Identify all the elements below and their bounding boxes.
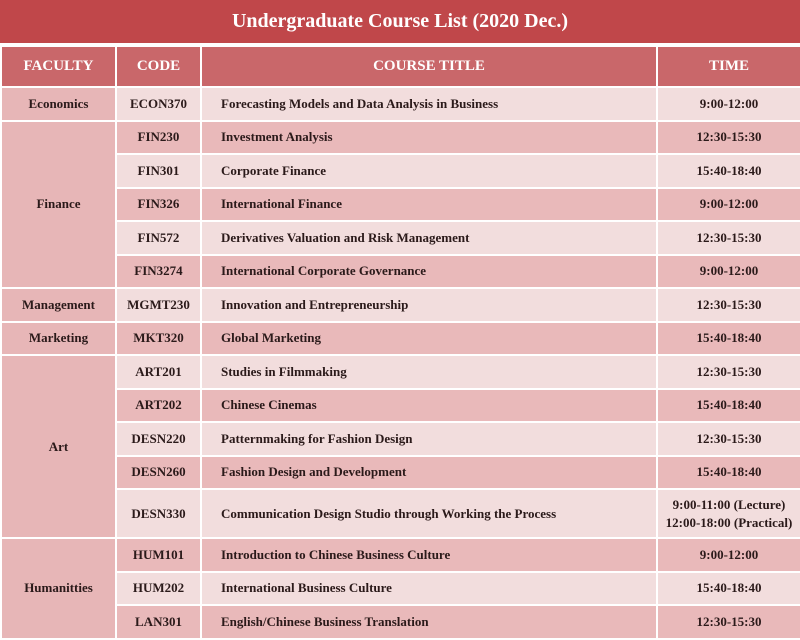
faculty-finance: Finance (1, 121, 116, 289)
course-time: 15:40-18:40 (657, 572, 800, 606)
table-row (1, 489, 800, 538)
course-code: FIN301 (116, 154, 201, 188)
table-row (1, 87, 800, 121)
course-title: Patternmaking for Fashion Design (201, 422, 657, 456)
course-code: ECON370 (116, 87, 201, 121)
table-row (1, 322, 800, 356)
course-title: International Finance (201, 188, 657, 222)
course-code: HUM202 (116, 572, 201, 606)
course-title: English/Chinese Business Translation (201, 605, 657, 639)
course-time: 12:30-15:30 (657, 121, 800, 155)
course-time: 9:00-12:00 (657, 188, 800, 222)
table-row (1, 221, 800, 255)
course-time: 12:30-15:30 (657, 355, 800, 389)
course-title: Global Marketing (201, 322, 657, 356)
header-code: CODE (116, 46, 201, 87)
table-row (1, 255, 800, 289)
header-faculty: FACULTY (1, 46, 116, 87)
table-row (1, 121, 800, 155)
course-time: 9:00-12:00 (657, 255, 800, 289)
table-row (1, 154, 800, 188)
table-row (1, 188, 800, 222)
table-row (1, 389, 800, 423)
course-title: Introduction to Chinese Business Culture (201, 538, 657, 572)
course-title: Chinese Cinemas (201, 389, 657, 423)
course-code: MGMT230 (116, 288, 201, 322)
header-course-title: COURSE TITLE (201, 46, 657, 87)
course-code: HUM101 (116, 538, 201, 572)
course-title: Studies in Filmmaking (201, 355, 657, 389)
course-code: ART201 (116, 355, 201, 389)
course-time: 15:40-18:40 (657, 154, 800, 188)
header-time: TIME (657, 46, 800, 87)
table-row (1, 538, 800, 572)
course-title: Fashion Design and Development (201, 456, 657, 490)
course-code: MKT320 (116, 322, 201, 356)
course-title: Derivatives Valuation and Risk Management (201, 221, 657, 255)
course-code: FIN3274 (116, 255, 201, 289)
course-code: FIN326 (116, 188, 201, 222)
course-time: 12:30-15:30 (657, 605, 800, 639)
faculty-art: Art (1, 355, 116, 538)
course-code: DESN260 (116, 456, 201, 490)
course-time: 12:30-15:30 (657, 422, 800, 456)
course-title: Investment Analysis (201, 121, 657, 155)
course-time: 12:30-15:30 (657, 221, 800, 255)
page-title: Undergraduate Course List (2020 Dec.) (0, 0, 800, 45)
table-row (1, 355, 800, 389)
course-time-practical: 12:00-18:00 (Practical) (665, 514, 793, 530)
course-time: 15:40-18:40 (657, 389, 800, 423)
course-time: 9:00-12:00 (657, 87, 800, 121)
table-row (1, 605, 800, 639)
course-code: DESN330 (116, 489, 201, 538)
course-time: 15:40-18:40 (657, 456, 800, 490)
course-code: FIN230 (116, 121, 201, 155)
faculty-management: Management (1, 288, 116, 322)
faculty-marketing: Marketing (1, 322, 116, 356)
course-title: Corporate Finance (201, 154, 657, 188)
course-time (657, 489, 800, 538)
course-title: Forecasting Models and Data Analysis in Business (201, 87, 657, 121)
table-row (1, 572, 800, 606)
course-time: 15:40-18:40 (657, 322, 800, 356)
course-title: Innovation and Entrepreneurship (201, 288, 657, 322)
table-row (1, 422, 800, 456)
course-title: International Business Culture (201, 572, 657, 606)
course-title: Communication Design Studio through Working the Process (201, 489, 657, 538)
faculty-economics: Economics (1, 87, 116, 121)
course-code: ART202 (116, 389, 201, 423)
course-time: 9:00-12:00 (657, 538, 800, 572)
course-code: LAN301 (116, 605, 201, 639)
table-row (1, 456, 800, 490)
course-title: International Corporate Governance (201, 255, 657, 289)
table-row (1, 288, 800, 322)
faculty-humanities: Humanitties (1, 538, 116, 639)
course-time-lecture: 9:00-11:00 (Lecture) (672, 496, 786, 512)
course-time: 12:30-15:30 (657, 288, 800, 322)
header-row (1, 46, 800, 87)
course-table (0, 45, 800, 640)
course-code: FIN572 (116, 221, 201, 255)
course-code: DESN220 (116, 422, 201, 456)
